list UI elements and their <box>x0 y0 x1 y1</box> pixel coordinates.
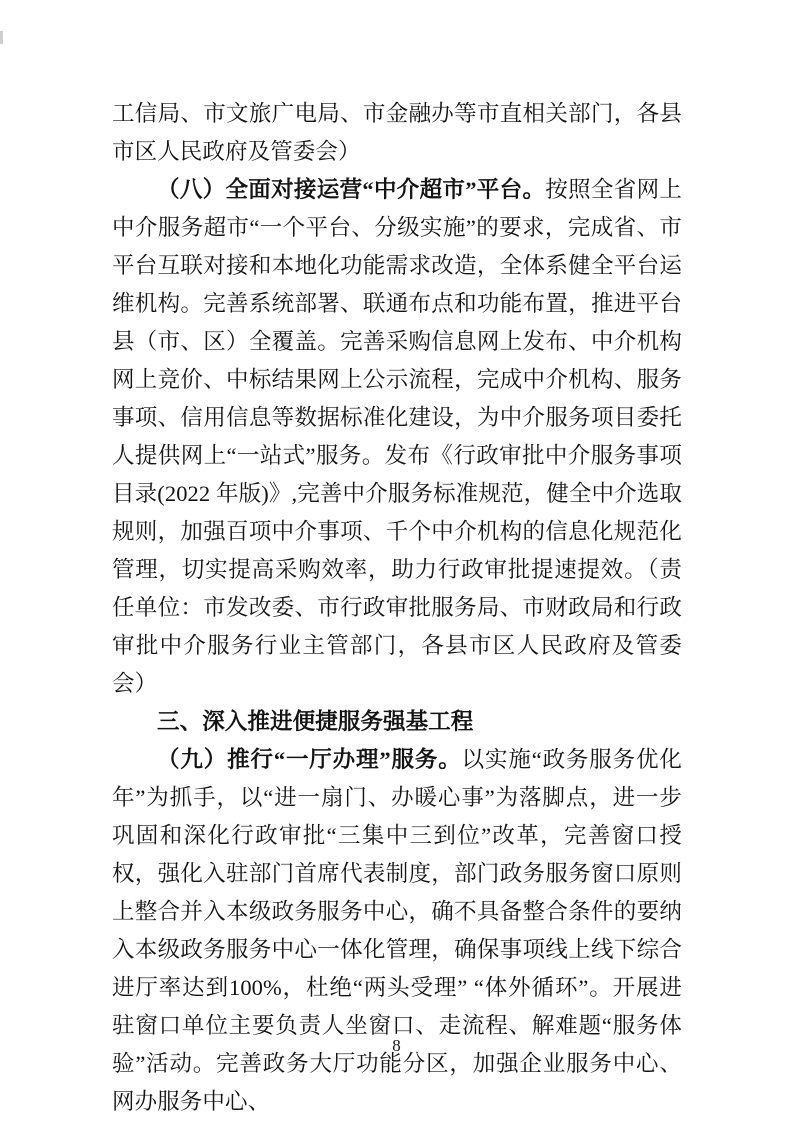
document-body <box>112 95 682 1121</box>
paragraph-item-9 <box>112 741 682 1121</box>
paragraph-responsibility-tail <box>112 95 682 171</box>
text-segment-kaiti: （责任单位：市发改委、市行政审批服务局、市财政局和行政审批中介服务行业主管部门，各县市区人民政府及管委会） <box>112 557 682 696</box>
text-segment-heading: 三、深入推进便捷服务强基工程 <box>157 709 474 734</box>
text-segment-kaiti: 工信局、市文旅广电局、市金融办等市直相关部门，各县市区人民政府及管委会） <box>112 101 682 164</box>
scan-artifact <box>0 31 3 44</box>
paragraph-section-3-heading <box>112 703 682 741</box>
text-segment-normal: 按照全省网上中介服务超市“一个平台、分级实施”的要求，完成省、市平台互联对接和本地化功能需求改造，全体系健全平台运维机构。完善系统部署、联通布点和功能布置，推进平台县（市、区）全覆盖。完善采购信息网上发布、中介机构网上竞价、中标结果网上公示流程，完成中介机构、服务事项、信用信息等数据标准化建设，为中介服务项目委托人提供网上“一站式”服务。发布《行政审批中介服务事项目录(2022 年版)》,完善中介服务标准规范，健全中介选取规则，加强百项中介事项、千个中介机构的信息化规范化管理，切实提高采购效率，助力行政审批提速提效。 <box>112 177 682 582</box>
text-segment-bold-kaiti: （九）推行“一厅办理”服务。 <box>157 747 462 772</box>
page-number: 8 <box>392 1036 401 1055</box>
paragraph-item-8 <box>112 171 682 703</box>
text-segment-bold-kaiti: （八）全面对接运营“中介超市”平台。 <box>157 177 546 202</box>
text-segment-normal: 以实施“政务服务优化年”为抓手，以“进一扇门、办暖心事”为落脚点，进一步巩固和深化行政审批“三集中三到位”改革，完善窗口授权，强化入驻部门首席代表制度，部门政务服务窗口原则上整合并入本级政务服务中心，确不具备整合条件的要纳入本级政务服务中心一体化管理，确保事项线上线下综合进厅率达到100%，杜绝“两头受理” “体外循环”。开展进驻窗口单位主要负责人坐窗口、走流程、解难题“服务体验”活动。完善政务大厅功能分区，加强企业服务中心、网办服务中心、 <box>112 747 682 1114</box>
